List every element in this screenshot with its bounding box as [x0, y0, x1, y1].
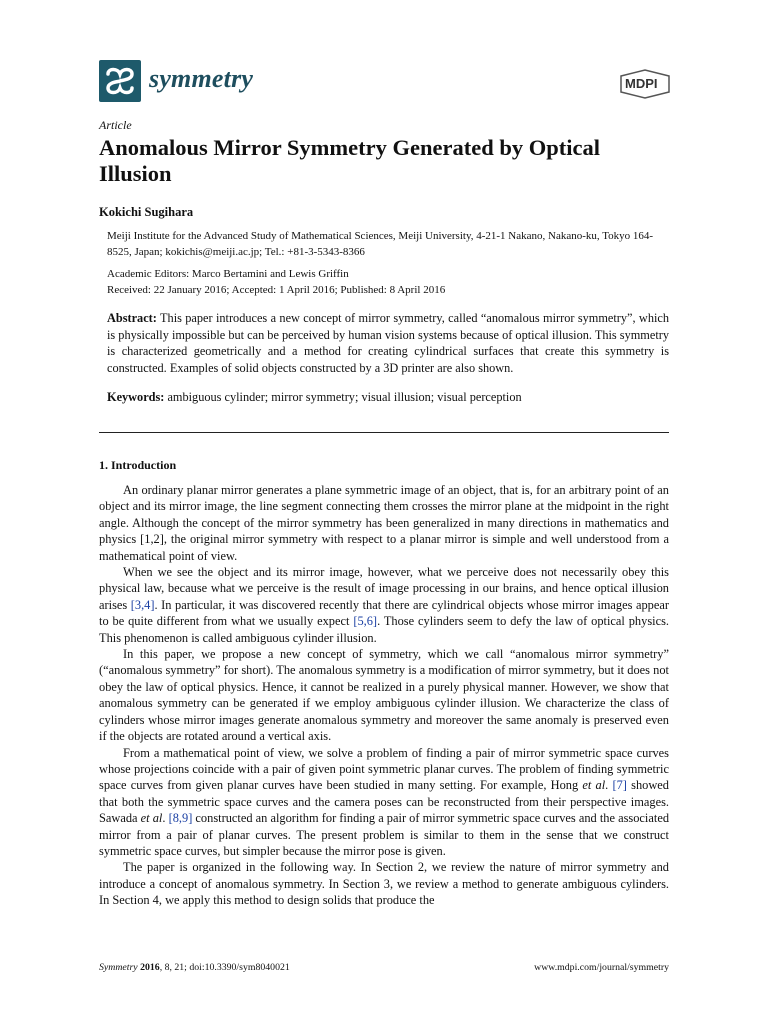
citation-link[interactable]: [7]	[612, 778, 627, 793]
article-title: Anomalous Mirror Symmetry Generated by Optical Illusion	[99, 135, 600, 186]
journal-name: symmetry	[149, 64, 254, 93]
abstract	[107, 310, 669, 376]
body-text	[99, 482, 669, 909]
paragraph-2: When we see the object and its mirror image, however, what we perceive does not necessarily obey this physical law, because what we perceive is the result of image processing in our brains, and hence optical illusion arises [3,4]. In particular, it was discovered recently that there are cylindrical objects whose mirror images appear to be quite different from what we usually expect [5,6]. Those cylinders seem to defy the law of optical physics. This phenomenon is called ambiguous cylinder illusion.	[99, 565, 669, 645]
mdpi-logo	[617, 68, 673, 100]
footer-citation: Symmetry 2016, 8, 21; doi:10.3390/sym8040021	[99, 962, 290, 973]
section-divider	[99, 432, 669, 433]
citation-link[interactable]: [5,6]	[353, 614, 378, 629]
paragraph-3: In this paper, we propose a new concept of symmetry, which we call “anomalous mirror symmetry” (“anomalous symmetry” for short). The anomalous symmetry is a modification of mirror symmetry, but it does not obey the law of optical physics. Hence, it cannot be realized in a purely physical manner. However, we show that anomalous symmetry can be generated if we employ ambiguous cylinder illusion. We characterize the class of cylinders whose mirror images generate anomalous symmetry and moreover the same anomaly is preserved even if the objects are rotated around a vertical axis.	[99, 647, 669, 744]
publication-dates: Received: 22 January 2016; Accepted: 1 April 2016; Published: 8 April 2016	[107, 284, 446, 296]
article-type: Article	[99, 118, 132, 132]
citation-link[interactable]: [8,9]	[168, 811, 193, 826]
paragraph-1: An ordinary planar mirror generates a plane symmetric image of an object, that is, for an arbitrary point of an object and its mirror image, the line segment connecting them crosses the mirror plane at the midpoint in the right angle. Although the concept of the mirror symmetry has been generalized in many directions in mathematics and physics [1,2], the original mirror symmetry with respect to a planar mirror is simple and well understood from a mathematical point of view.	[99, 483, 669, 563]
front-matter	[99, 118, 669, 406]
keywords-label: Keywords:	[107, 390, 165, 404]
paragraph-4: From a mathematical point of view, we solve a problem of finding a pair of mirror symmetric space curves whose projections coincide with a pair of given point symmetric planar curves. The problem of finding symmetric space curves from given planar curves have been studied in many setting. For example, Hong et al. [7] showed that both the symmetric space curves and the camera poses can be reconstructed from their perspective images. Sawada et al. [8,9] constructed an algorithm for finding a pair of mirror symmetric space curves and the associated mirror from a pair of planar curves. The present problem is similar to them in the sense that we construct symmetric space curves, but simpler because the mirror pose is given.	[99, 745, 670, 858]
keywords	[107, 389, 669, 406]
affiliation: Meiji Institute for the Advanced Study of Mathematical Sciences, Meiji University, 4-21-1 Nakano, Nakano-ku, Tokyo 164-8525, Japan; kokichis@meiji.ac.jp; Tel.: +81-3-5343-8366	[107, 230, 654, 258]
citation-link[interactable]: [3,4]	[130, 597, 155, 612]
abstract-text: This paper introduces a new concept of mirror symmetry, called “anomalous mirror symmetry”, which is physically impossible but can be perceived by human vision systems because of optical illusion. This symmetry is characterized geometrically and a method for creating cylindrical surfaces that create this symmetry is constructed. Examples of solid objects constructed by a 3D printer are also shown.	[107, 311, 669, 375]
academic-editors: Academic Editors: Marco Bertamini and Lewis Griffin	[107, 268, 349, 280]
section-heading: 1. Introduction	[99, 458, 177, 472]
symmetry-logo-icon	[99, 60, 141, 102]
editorial-info	[107, 266, 669, 298]
abstract-label: Abstract:	[107, 311, 157, 325]
author-name: Kokichi Sugihara	[99, 205, 194, 219]
journal-header	[99, 60, 673, 105]
keywords-text: ambiguous cylinder; mirror symmetry; visual illusion; visual perception	[167, 390, 522, 404]
footer-url[interactable]: www.mdpi.com/journal/symmetry	[534, 962, 669, 973]
paragraph-5: The paper is organized in the following way. In Section 2, we review the nature of mirror symmetry and introduce a concept of anomalous symmetry. In Section 3, we review a method to generate ambiguous cylinders. In Section 4, we apply this method to design solids that produce the	[99, 860, 669, 908]
mdpi-text: MDPI	[625, 76, 658, 91]
